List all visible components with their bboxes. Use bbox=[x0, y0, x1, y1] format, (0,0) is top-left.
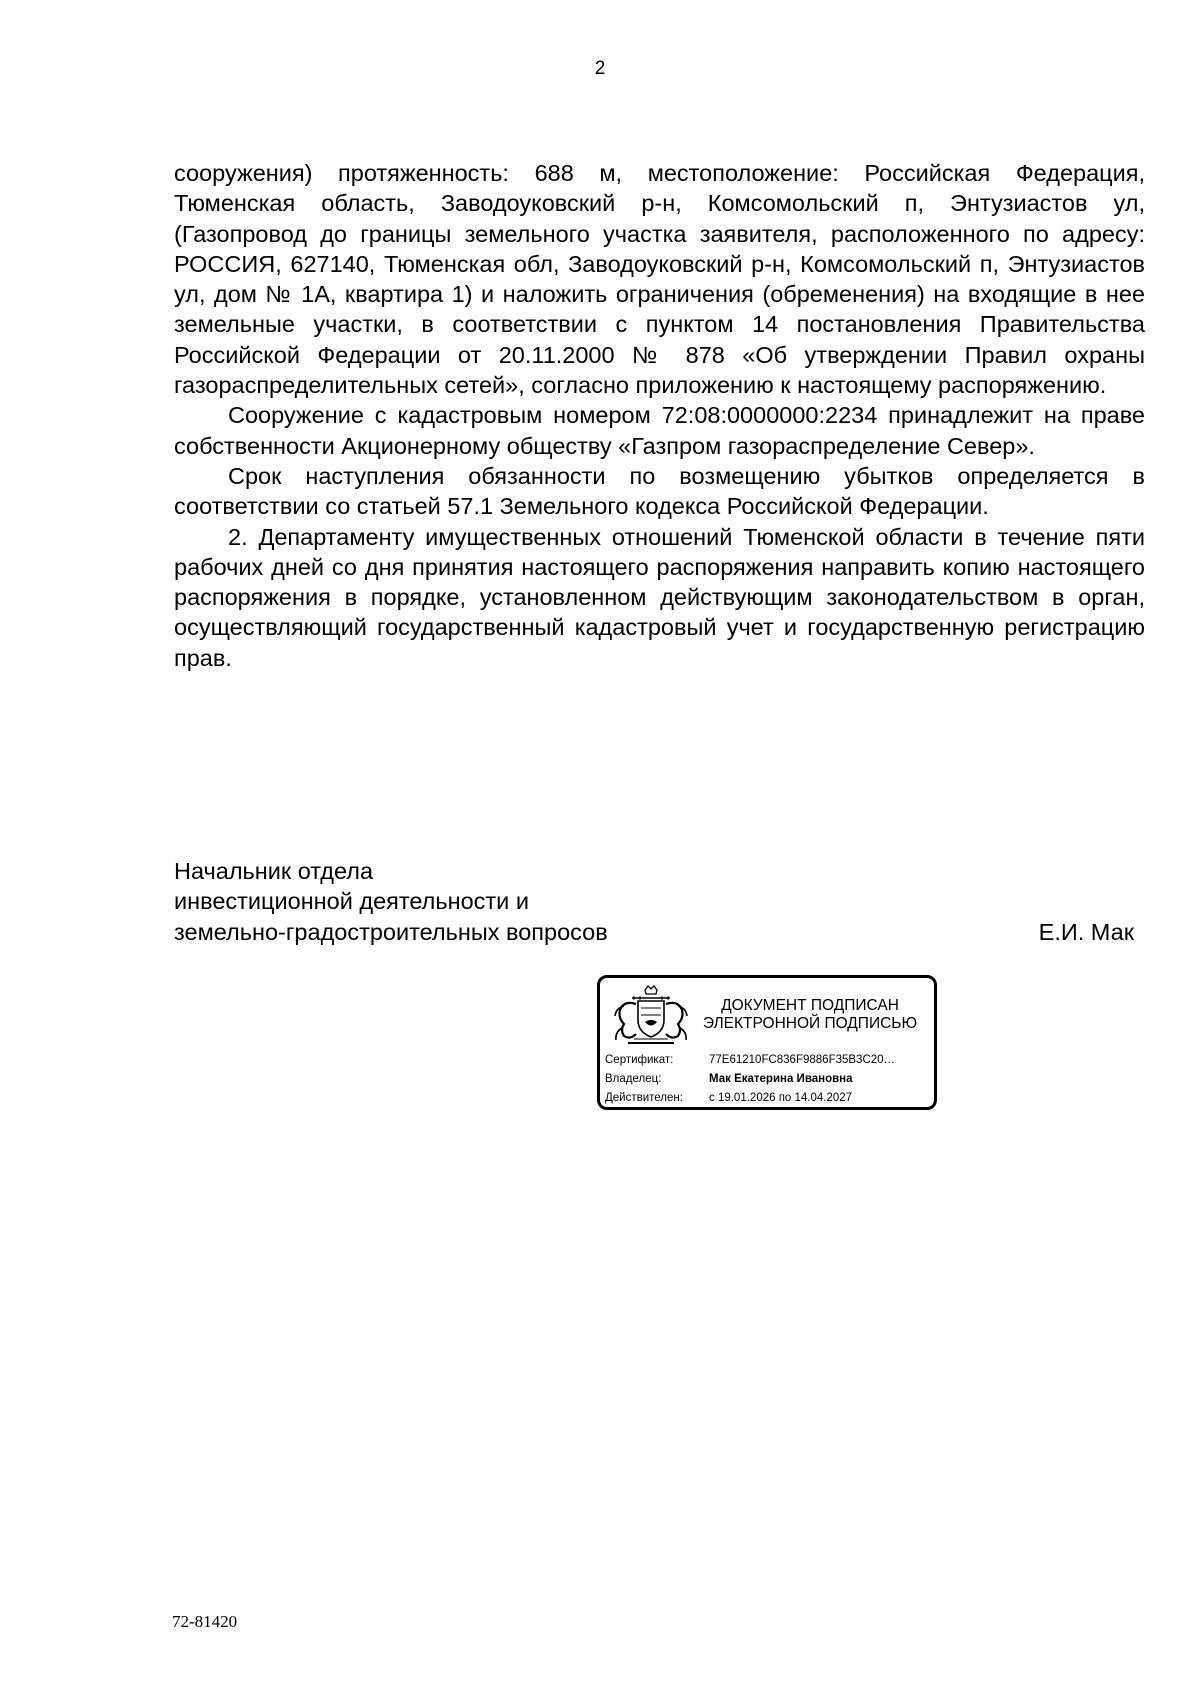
signatory-position-line-3: земельно-градостроительных вопросов bbox=[174, 918, 608, 945]
document-code: 72-81420 bbox=[172, 1612, 238, 1631]
document-body bbox=[174, 158, 1145, 673]
paragraph-item-2: 2. Департаменту имущественных отношений Тюменской области в течение пяти рабочих дней со дня принятия настоящего распоряжения направить копию настоящего распоряжения в порядке, установленном действующим законодательством в орган, осуществляющий государственный кадастровый учет и государственную регистрацию прав. bbox=[174, 523, 1145, 671]
validity-value: с 19.01.2026 по 14.04.2027 bbox=[709, 1092, 853, 1104]
stamp-title-line-2: ЭЛЕКТРОННОЙ ПОДПИСЬЮ bbox=[702, 1015, 918, 1032]
stamp-row-certificate bbox=[605, 1051, 933, 1070]
electronic-signature-stamp bbox=[597, 975, 937, 1110]
owner-value: Мак Екатерина Ивановна bbox=[709, 1073, 853, 1085]
page-number: 2 bbox=[594, 58, 606, 79]
signatory-position-line-2: инвестиционной деятельности и bbox=[174, 888, 529, 915]
stamp-title bbox=[700, 997, 920, 1033]
validity-label: Действителен: bbox=[605, 1092, 683, 1104]
stamp-row-owner bbox=[605, 1070, 933, 1089]
stamp-row-validity bbox=[605, 1089, 933, 1108]
signatory-name: Е.И. Мак bbox=[1038, 918, 1134, 945]
paragraph-compensation-term: Срок наступления обязанности по возмещению убытков определяется в соответствии со статьей 57.1 Земельного кодекса Российской Федерации. bbox=[174, 462, 1145, 520]
signature-block bbox=[174, 856, 1134, 947]
certificate-label: Сертификат: bbox=[605, 1054, 674, 1066]
signatory-position-line-1: Начальник отдела bbox=[174, 858, 374, 884]
stamp-details bbox=[605, 1051, 933, 1108]
owner-label: Владелец: bbox=[605, 1073, 662, 1085]
certificate-value: 77E61210FC836F9886F35B3C20… bbox=[709, 1054, 896, 1066]
paragraph-ownership: Сооружение с кадастровым номером 72:08:0000000:2234 принадлежит на праве собственности Акционерному обществу «Газпром газораспределение Север». bbox=[174, 402, 1145, 459]
coat-of-arms-icon bbox=[610, 984, 692, 1048]
stamp-title-line-1: ДОКУМЕНТ ПОДПИСАН bbox=[721, 997, 899, 1014]
paragraph-continuation: сооружения) протяженность: 688 м, местоположение: Российская Федерация, Тюменская область, Заводоуковский р-н, Комсомольский п, Энтузиастов ул, (Газопровод до границы земельного участка заявителя, расположенного по адресу: РОССИЯ, 627140, Тюменская обл, Заводоуковский р-н, Комсомольский п, Энтузиастов ул, дом № 1А, квартира 1) и наложить ограничения (обременения) на входящие в нее земельные участки, в соответствии с пунктом 14 постановления Правительства Российской Федерации от 20.11.2000 № 878 «Об утверждении Правил охраны газораспределительных сетей», согласно приложению к настоящему распоряжению. bbox=[174, 160, 1145, 399]
